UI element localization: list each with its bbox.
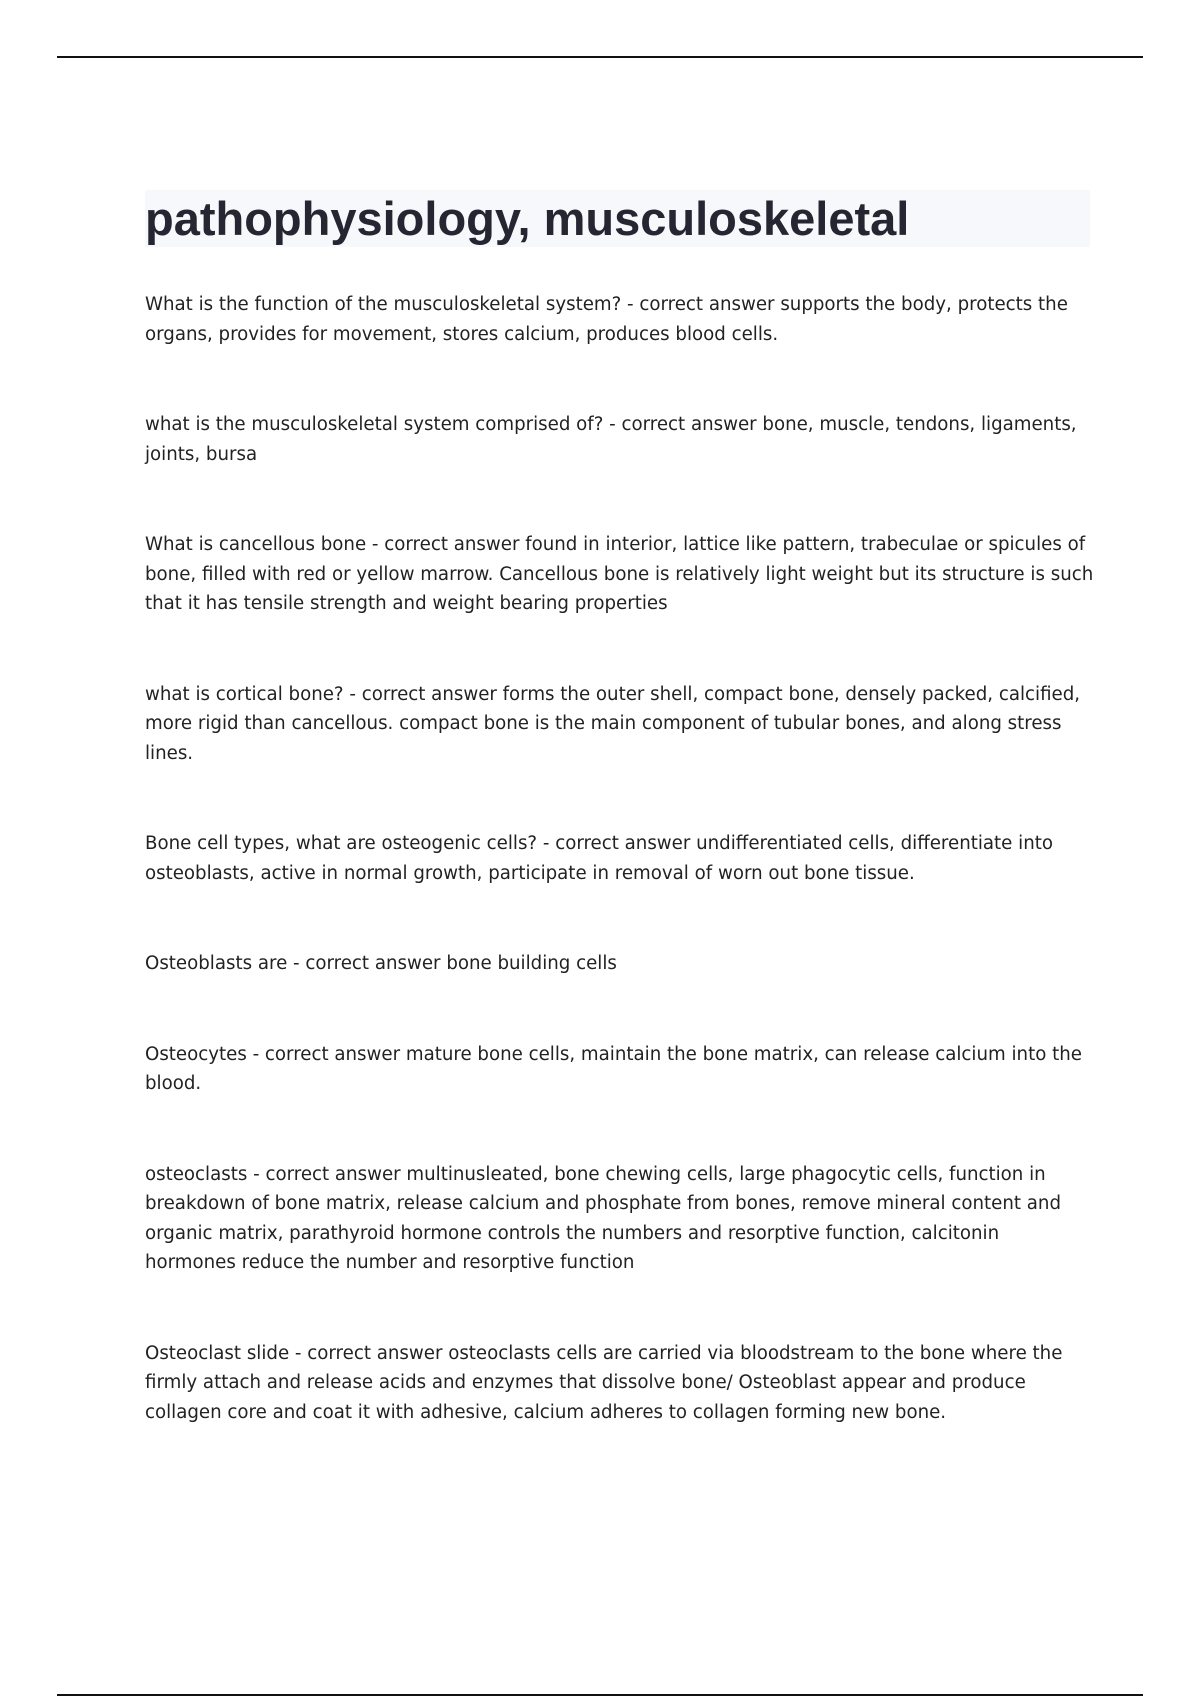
qa-entry-osteoblasts: Osteoblasts are - correct answer bone building cells [145,953,617,974]
qa-entry-function: What is the function of the musculoskeletal system? - correct answer supports the body, protects the organs, provides for movement, stores calcium, produces blood cells. [145,294,1068,345]
qa-list [145,290,1095,1427]
qa-entry-osteogenic-cells: Bone cell types, what are osteogenic cells? - correct answer undifferentiated cells, differentiate into osteoblasts, active in normal growth, participate in removal of worn out bone tissue. [145,833,1053,884]
bottom-rule [57,1694,1143,1696]
qa-entry-osteocytes: Osteocytes - correct answer mature bone cells, maintain the bone matrix, can release calcium into the blood. [145,1043,1082,1094]
page-title: pathophysiology, musculoskeletal [145,192,910,245]
qa-entry-osteoclasts: osteoclasts - correct answer multinusleated, bone chewing cells, large phagocytic cells, function in breakdown of bone matrix, release calcium and phosphate from bones, remove mineral content and organic matrix, parathyroid hormone controls the numbers and resorptive function, calcitonin hormones reduce the number and resorptive function [145,1163,1061,1273]
top-rule [57,56,1143,58]
qa-entry-osteoclast-slide: Osteoclast slide - correct answer osteoclasts cells are carried via bloodstream to the bone where the firmly attach and release acids and enzymes that dissolve bone/ Osteoblast appear and produce collagen core and coat it with adhesive, calcium adheres to collagen forming new bone. [145,1342,1063,1423]
qa-entry-cancellous-bone: What is cancellous bone - correct answer found in interior, lattice like pattern, trabeculae or spicules of bone, filled with red or yellow marrow. Cancellous bone is relatively light weight but its structure is such that it has tensile strength and weight bearing properties [145,534,1094,614]
qa-entry-components: what is the musculoskeletal system comprised of? - correct answer bone, muscle, tendons, ligaments, joints, bursa [145,414,1077,465]
qa-entry-cortical-bone: what is cortical bone? - correct answer forms the outer shell, compact bone, densely packed, calcified, more rigid than cancellous. compact bone is the main component of tubular bones, and along stress lines. [145,683,1081,764]
